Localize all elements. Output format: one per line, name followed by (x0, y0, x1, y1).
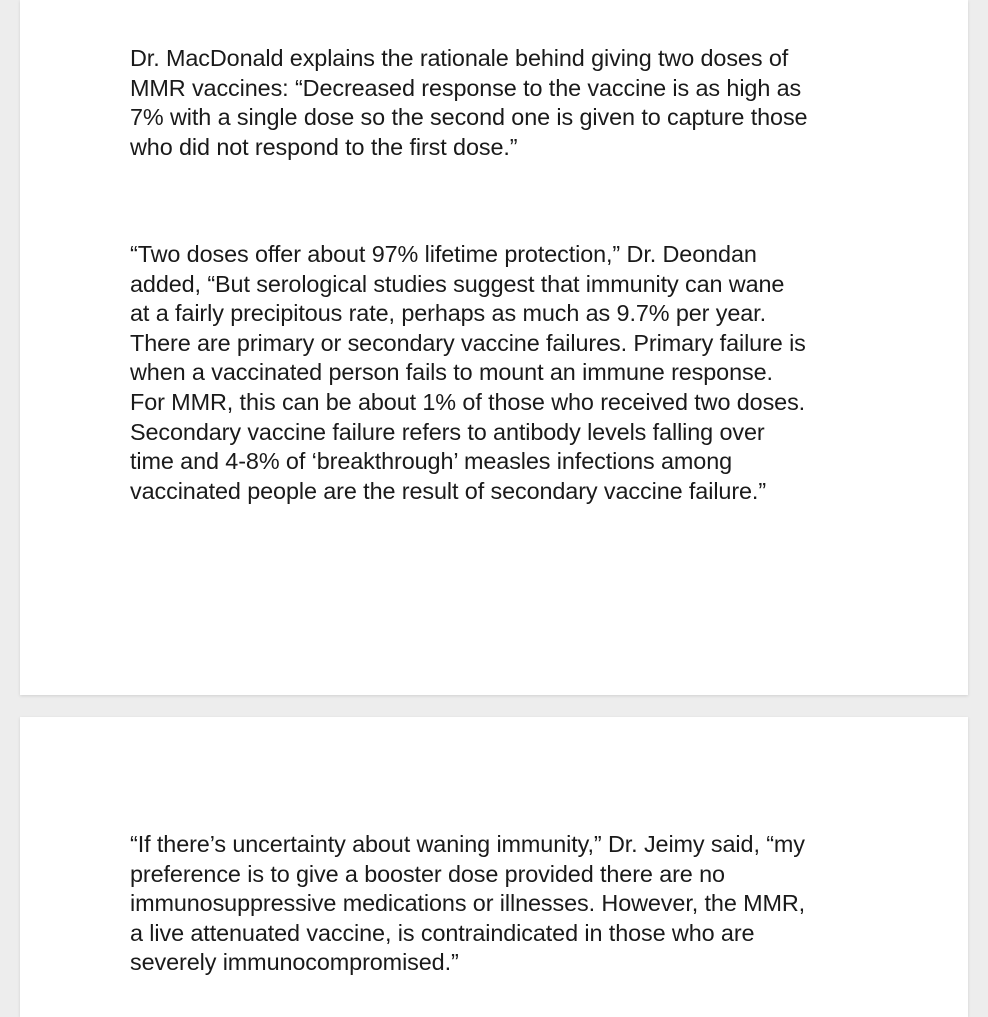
paragraph-macdonald-quote (130, 44, 875, 162)
text-line: “Two doses offer about 97% lifetime protection,” Dr. Deondan (130, 241, 757, 267)
text-line: vaccinated people are the result of secondary vaccine failure.” (130, 477, 767, 504)
text-line: Secondary vaccine failure refers to antibody levels falling over (130, 418, 765, 445)
article-card-1 (20, 0, 968, 695)
text-line: when a vaccinated person fails to mount an immune response. (130, 359, 773, 386)
text-line: added, “But serological studies suggest that immunity can wane (130, 270, 785, 297)
text-line: severely immunocompromised.” (130, 949, 459, 976)
text-line: time and 4-8% of ‘breakthrough’ measles infections among (130, 448, 733, 475)
paragraph-jeimy-quote (130, 830, 875, 978)
text-line: For MMR, this can be about 1% of those who received two doses. (130, 388, 806, 415)
text-line: preference is to give a booster dose provided there are no (130, 860, 725, 887)
text-line: “If there’s uncertainty about waning immunity,” Dr. Jeimy said, “my (130, 831, 805, 857)
text-line: There are primary or secondary vaccine failures. Primary failure is (130, 329, 806, 356)
text-line: at a fairly precipitous rate, perhaps as much as 9.7% per year. (130, 300, 766, 327)
article-card-2 (20, 717, 968, 1017)
text-line: MMR vaccines: “Decreased response to the vaccine is as high as (130, 74, 802, 101)
text-line: 7% with a single dose so the second one is given to capture those (130, 104, 808, 131)
text-line: immunosuppressive medications or illnesses. However, the MMR, (130, 890, 806, 917)
text-line: Dr. MacDonald explains the rationale behind giving two doses of (130, 45, 789, 71)
paragraph-deondan-quote (130, 240, 875, 506)
text-line: who did not respond to the first dose.” (130, 133, 518, 160)
text-line: a live attenuated vaccine, is contraindicated in those who are (130, 919, 755, 946)
